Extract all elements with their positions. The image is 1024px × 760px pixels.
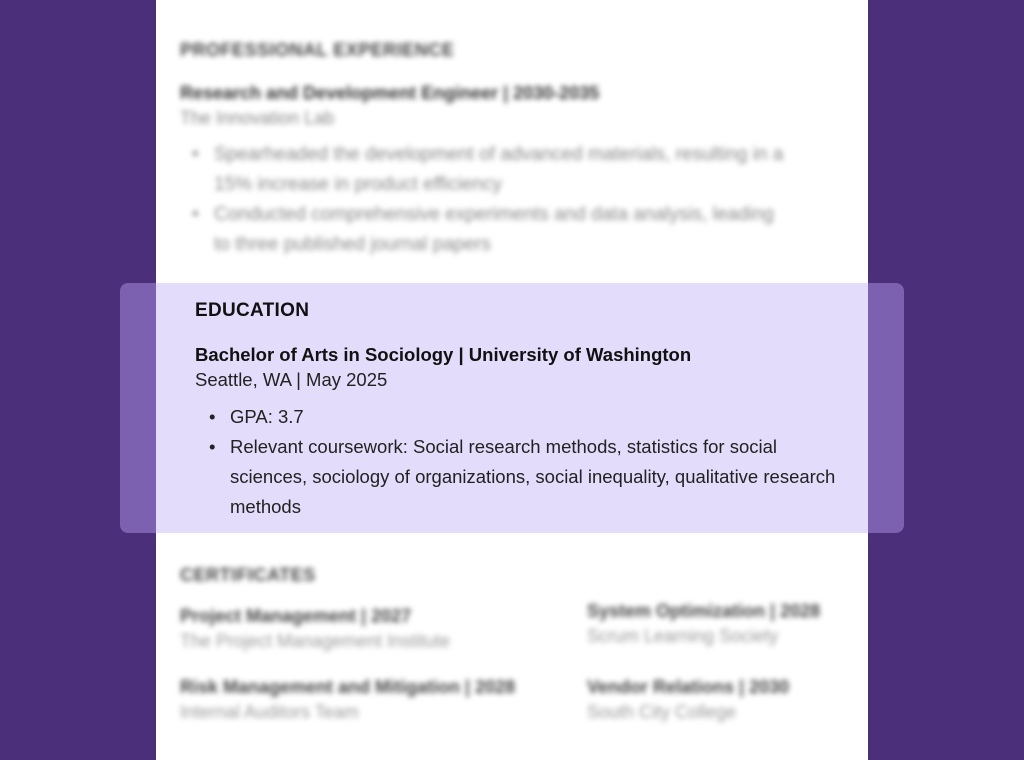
certificate-organization: Internal Auditors Team [180,702,359,722]
list-item [195,432,845,522]
coursework-text: Relevant coursework: Social research methods, statistics for social sciences, sociology of organizations, social inequality, qualitative research methods [230,436,836,517]
education-bullets [195,402,845,522]
gpa-text: GPA: 3.7 [230,406,304,427]
education-heading: EDUCATION [195,300,310,321]
bullet-icon: • [209,436,216,457]
certificate-organization: Scrum Learning Society [587,626,779,646]
list-item: • Spearheaded the development of advanced materials, resulting in a 15% increase in product efficiency [180,140,790,200]
list-item: • Conducted comprehensive experiments and data analysis, leading to three published journal papers [180,200,790,260]
certificate-title: System Optimization | 2028 [587,601,821,621]
certificate-organization: South City College [587,702,737,722]
job-organization: The Innovation Lab [180,108,335,128]
certificate-title: Project Management | 2027 [180,606,412,626]
experience-bullets [180,140,790,260]
education-location: Seattle, WA | May 2025 [195,369,388,390]
job-title: Research and Development Engineer | 2030-2035 [180,83,600,103]
certificates-heading: CERTIFICATES [180,565,316,585]
certificate-title: Vendor Relations | 2030 [587,677,790,697]
certificate-organization: The Project Management Institute [180,631,451,651]
education-degree: Bachelor of Arts in Sociology | University of Washington [195,344,692,365]
experience-heading: PROFESSIONAL EXPERIENCE [180,40,455,60]
list-item [195,402,845,432]
bullet-icon: • [209,406,216,427]
certificate-title: Risk Management and Mitigation | 2028 [180,677,516,697]
